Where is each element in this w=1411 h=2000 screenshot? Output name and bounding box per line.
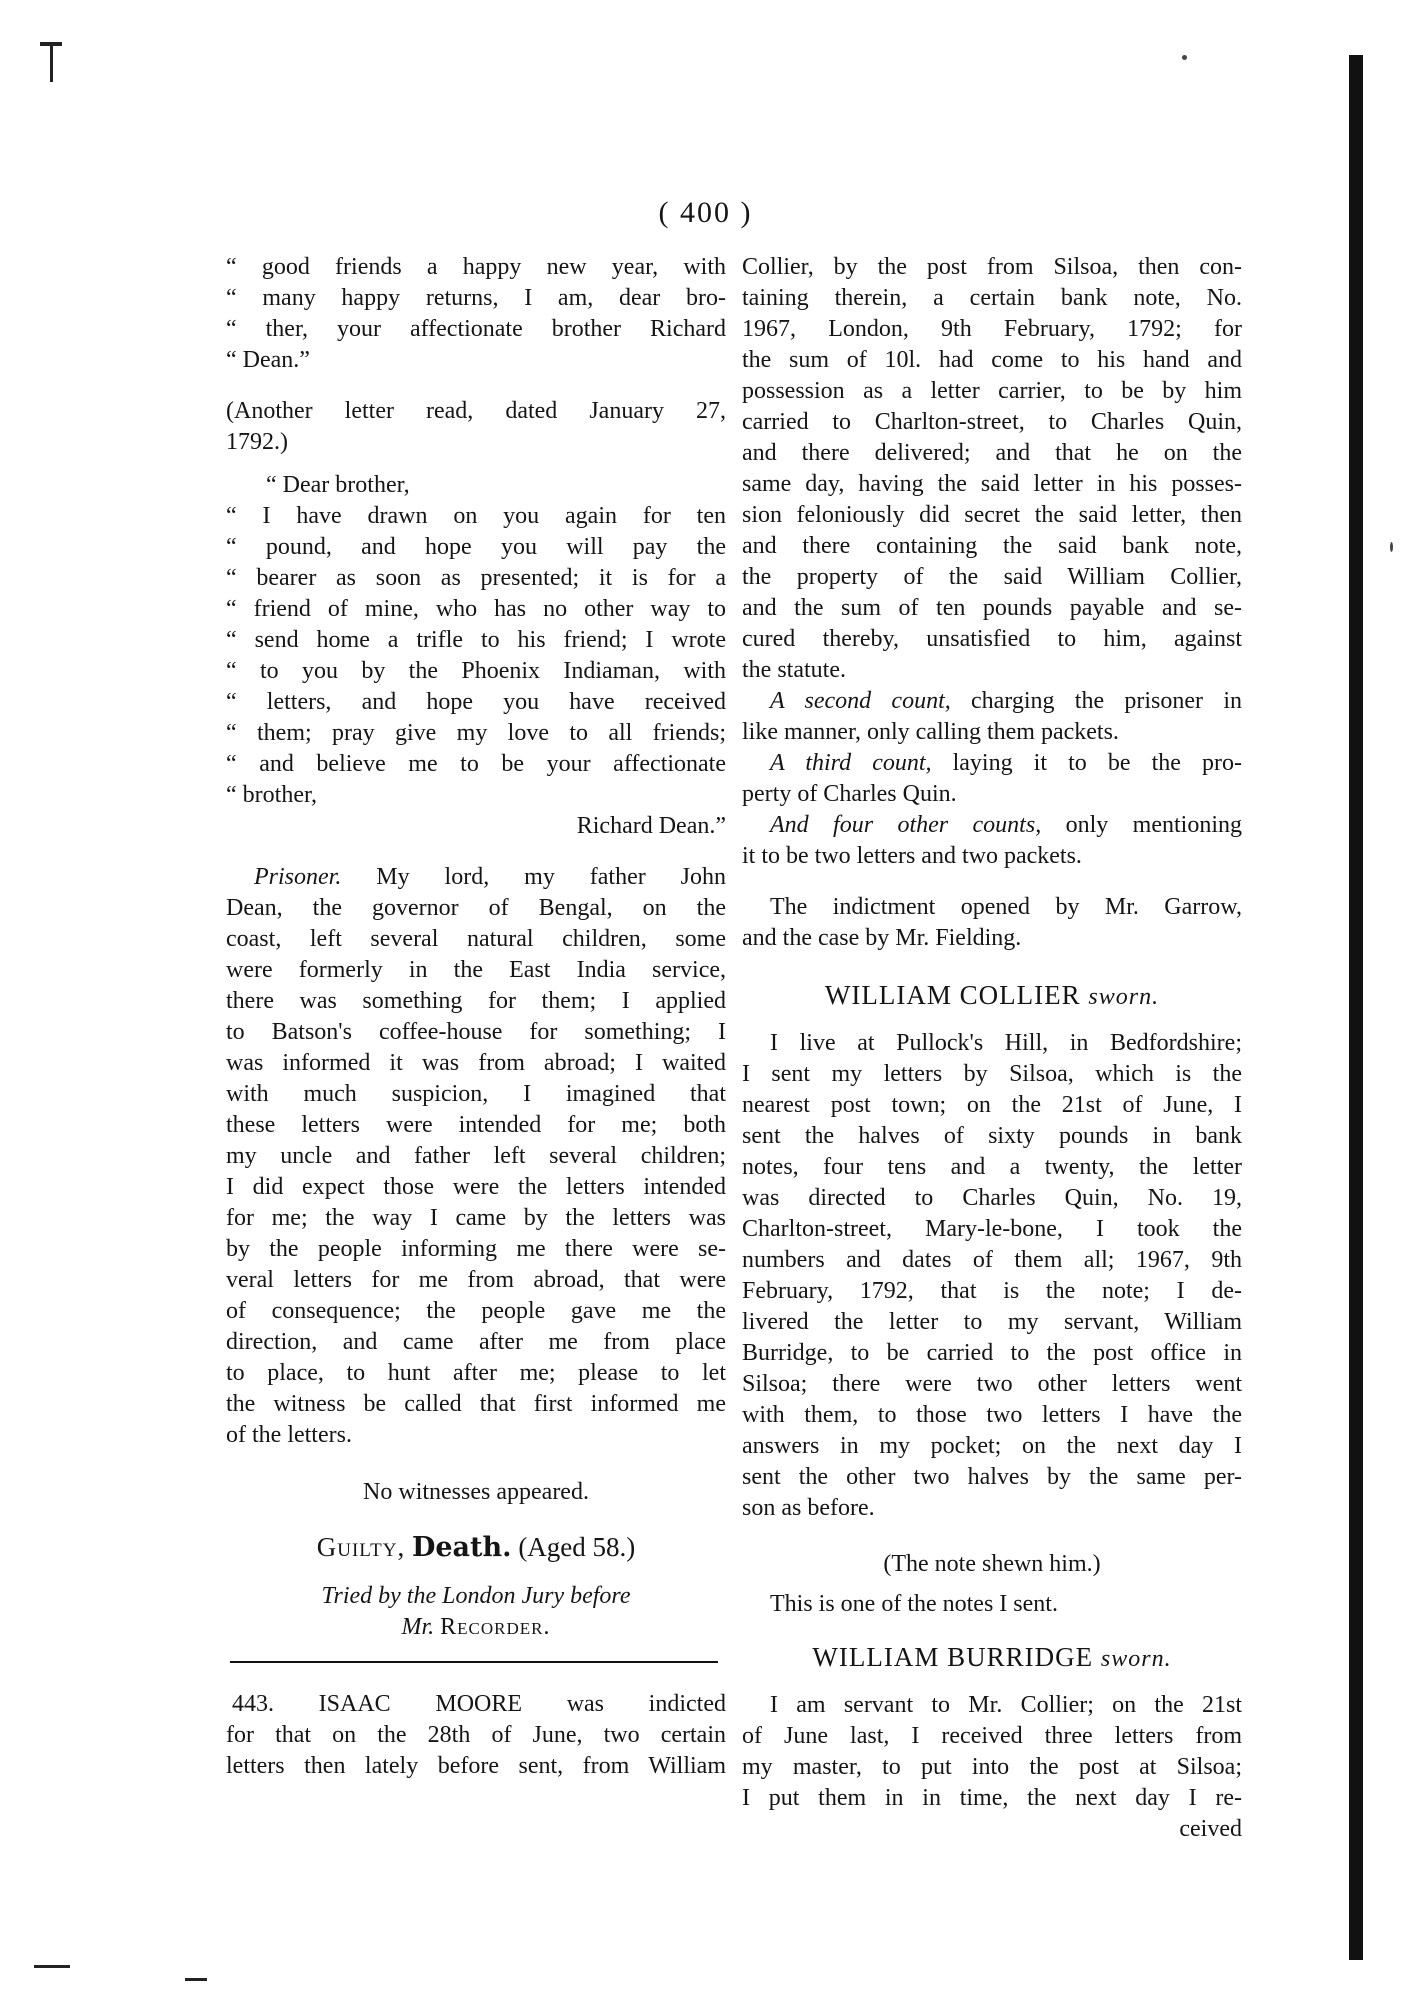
- witness-name: WILLIAM COLLIER: [824, 980, 1081, 1010]
- quote-line: “ many happy returns, I am, dear bro-: [226, 285, 726, 311]
- letter-line: “ send home a trifle to his friend; I wrote: [226, 627, 726, 653]
- collier-testimony-line: Burridge, to be carried to the post office in: [742, 1340, 1242, 1366]
- prisoner-line: direction, and came after me from place: [226, 1329, 726, 1355]
- letter-line: “ and believe me to be your affectionate: [226, 751, 726, 777]
- letter-line: “ them; pray give my love to all friends;: [226, 720, 726, 746]
- scan-edge-mark-top-left-stem: [50, 42, 53, 82]
- prisoner-line: of consequence; the people gave me the: [226, 1298, 726, 1324]
- left-column: [226, 252, 726, 1782]
- tried-recorder: Recorder.: [440, 1614, 551, 1640]
- other-counts-text: only mentioning: [1041, 812, 1242, 838]
- tried-by-line: Tried by the London Jury before: [321, 1583, 631, 1609]
- note-shewn: (The note shewn him.): [883, 1551, 1101, 1577]
- catchword: ceived: [1179, 1816, 1242, 1842]
- indictment-line: cured thereby, unsatisfied to him, against: [742, 626, 1242, 652]
- indictment-line: the sum of 10l. had come to his hand and: [742, 347, 1242, 373]
- right-column: [742, 252, 1242, 1845]
- collier-testimony-line: nearest post town; on the 21st of June, I: [742, 1092, 1242, 1118]
- scan-edge-shadow: [1349, 55, 1363, 1960]
- witness-heading-collier: [742, 974, 1242, 1016]
- collier-testimony-line: I sent my letters by Silsoa, which is the: [742, 1061, 1242, 1087]
- scan-edge-mark-bottom: [185, 1978, 207, 1981]
- letter-line: “ letters, and hope you have received: [226, 689, 726, 715]
- prisoner-line: were formerly in the East India service,: [226, 957, 726, 983]
- indictment-line: same day, having the said letter in his posses-: [742, 471, 1242, 497]
- prisoner-line: my uncle and father left several children;: [226, 1143, 726, 1169]
- witness-sworn: sworn.: [1088, 984, 1160, 1010]
- collier-testimony-line: I live at Pullock's Hill, in Bedfordshire;: [770, 1030, 1242, 1056]
- prisoner-line: veral letters for me from abroad, that were: [226, 1267, 726, 1293]
- indictment-line: the statute.: [742, 657, 846, 683]
- witness-sworn: sworn.: [1100, 1646, 1172, 1672]
- page-header: ( 400 ): [658, 196, 753, 229]
- third-count: [742, 748, 1242, 779]
- collier-testimony-line: February, 1792, that is the note; I de-: [742, 1278, 1242, 1304]
- collier-testimony-line: answers in my pocket; on the next day I: [742, 1433, 1242, 1459]
- letter-line: “ brother,: [226, 782, 317, 808]
- scan-speck: [1390, 542, 1393, 552]
- other-counts-line: it to be two letters and two packets.: [742, 843, 1082, 869]
- indictment-line: and the sum of ten pounds payable and se-: [742, 595, 1242, 621]
- scan-speck: [1182, 55, 1187, 60]
- indictment-line: sion feloniously did secret the said letter, then: [742, 502, 1242, 528]
- case-line: for that on the 28th of June, two certain: [226, 1722, 726, 1748]
- no-witnesses-note: No witnesses appeared.: [363, 1479, 589, 1505]
- burridge-testimony-line: my master, to put into the post at Silsoa;: [742, 1754, 1242, 1780]
- prisoner-line: there was something for them; I applied: [226, 988, 726, 1014]
- prisoner-line: to place, to hunt after me; please to let: [226, 1360, 726, 1386]
- scan-edge-mark-bottom-left: [34, 1965, 70, 1968]
- tried-by-recorder: [226, 1612, 726, 1643]
- witness-name: WILLIAM BURRIDGE: [812, 1642, 1094, 1672]
- section-rule: [230, 1661, 718, 1663]
- other-counts: [742, 810, 1242, 841]
- indictment-line: the property of the said William Collier,: [742, 564, 1242, 590]
- collier-testimony-line: notes, four tens and a twenty, the letter: [742, 1154, 1242, 1180]
- opened-line: The indictment opened by Mr. Garrow,: [770, 894, 1242, 920]
- letter-line: “ bearer as soon as presented; it is for a: [226, 565, 726, 591]
- letter-line: “ pound, and hope you will pay the: [226, 534, 726, 560]
- third-count-label: A third count,: [770, 750, 932, 776]
- indictment-line: carried to Charlton-street, to Charles Quin,: [742, 409, 1242, 435]
- prisoner-line: by the people informing me there were se-: [226, 1236, 726, 1262]
- burridge-testimony-line: I am servant to Mr. Collier; on the 21st: [770, 1692, 1242, 1718]
- another-letter-note: (Another letter read, dated January 27,: [226, 398, 726, 424]
- quote-line: “ Dean.”: [226, 347, 310, 373]
- collier-testimony-line: numbers and dates of them all; 1967, 9th: [742, 1247, 1242, 1273]
- collier-testimony-line: livered the letter to my servant, William: [742, 1309, 1242, 1335]
- another-letter-note: 1792.): [226, 429, 288, 455]
- letter-line: “ to you by the Phoenix Indiaman, with: [226, 658, 726, 684]
- collier-testimony-line: sent the other two halves by the same per-: [742, 1464, 1242, 1490]
- prisoner-line: was informed it was from abroad; I waited: [226, 1050, 726, 1076]
- verdict-age: (Aged 58.): [518, 1532, 636, 1562]
- case-line: letters then lately before sent, from William: [226, 1753, 726, 1779]
- other-counts-label: And four other counts,: [770, 812, 1042, 838]
- collier-testimony-line: with them, to those two letters I have the: [742, 1402, 1242, 1428]
- one-of-notes: This is one of the notes I sent.: [770, 1591, 1058, 1617]
- collier-testimony-line: Silsoa; there were two other letters went: [742, 1371, 1242, 1397]
- third-count-line: perty of Charles Quin.: [742, 781, 957, 807]
- prisoner-text: My lord, my father John: [341, 864, 726, 890]
- burridge-testimony-line: of June last, I received three letters from: [742, 1723, 1242, 1749]
- opened-line: and the case by Mr. Fielding.: [742, 925, 1022, 951]
- quote-line: “ ther, your affectionate brother Richard: [226, 316, 726, 342]
- prisoner-line: these letters were intended for me; both: [226, 1112, 726, 1138]
- witness-heading-burridge: [742, 1636, 1242, 1678]
- letter-line: “ friend of mine, who has no other way to: [226, 596, 726, 622]
- prisoner-line: of the letters.: [226, 1422, 352, 1448]
- case-line: 443. ISAAC MOORE was indicted: [232, 1691, 726, 1717]
- indictment-line: and there containing the said bank note,: [742, 533, 1242, 559]
- verdict-death: Death.: [411, 1532, 512, 1563]
- collier-testimony-line: was directed to Charles Quin, No. 19,: [742, 1185, 1242, 1211]
- prisoner-line: with much suspicion, I imagined that: [226, 1081, 726, 1107]
- collier-testimony-line: Charlton-street, Mary-le-bone, I took the: [742, 1216, 1242, 1242]
- prisoner-line: I did expect those were the letters intended: [226, 1174, 726, 1200]
- indictment-line: possession as a letter carrier, to be by him: [742, 378, 1242, 404]
- prisoner-line: coast, left several natural children, some: [226, 926, 726, 952]
- second-count-text: charging the prisoner in: [950, 688, 1242, 714]
- prisoner-line: Dean, the governor of Bengal, on the: [226, 895, 726, 921]
- second-count: [742, 686, 1242, 717]
- letter-line: “ I have drawn on you again for ten: [226, 503, 726, 529]
- indictment-line: Collier, by the post from Silsoa, then con-: [742, 254, 1242, 280]
- prisoner-line: to Batson's coffee-house for something; I: [226, 1019, 726, 1045]
- tried-mr: Mr.: [401, 1614, 435, 1640]
- prisoner-line: for me; the way I came by the letters was: [226, 1205, 726, 1231]
- prisoner-line: the witness be called that first informed me: [226, 1391, 726, 1417]
- letter-salutation: “ Dear brother,: [266, 472, 410, 498]
- burridge-testimony-line: I put them in in time, the next day I re-: [742, 1785, 1242, 1811]
- second-count-label: A second count,: [770, 688, 951, 714]
- third-count-text: laying it to be the pro-: [931, 750, 1242, 776]
- indictment-line: and there delivered; and that he on the: [742, 440, 1242, 466]
- collier-testimony-line: sent the halves of sixty pounds in bank: [742, 1123, 1242, 1149]
- indictment-line: taining therein, a certain bank note, No.: [742, 285, 1242, 311]
- second-count-line: like manner, only calling them packets.: [742, 719, 1119, 745]
- quote-line: “ good friends a happy new year, with: [226, 254, 726, 280]
- collier-testimony-line: son as before.: [742, 1495, 875, 1521]
- prisoner-statement-first: [226, 862, 726, 893]
- letter-signature: Richard Dean.”: [576, 813, 726, 839]
- prisoner-label: Prisoner.: [254, 864, 342, 890]
- verdict-guilty: Guilty,: [316, 1532, 406, 1562]
- indictment-line: 1967, London, 9th February, 1792; for: [742, 316, 1242, 342]
- verdict: [226, 1525, 726, 1569]
